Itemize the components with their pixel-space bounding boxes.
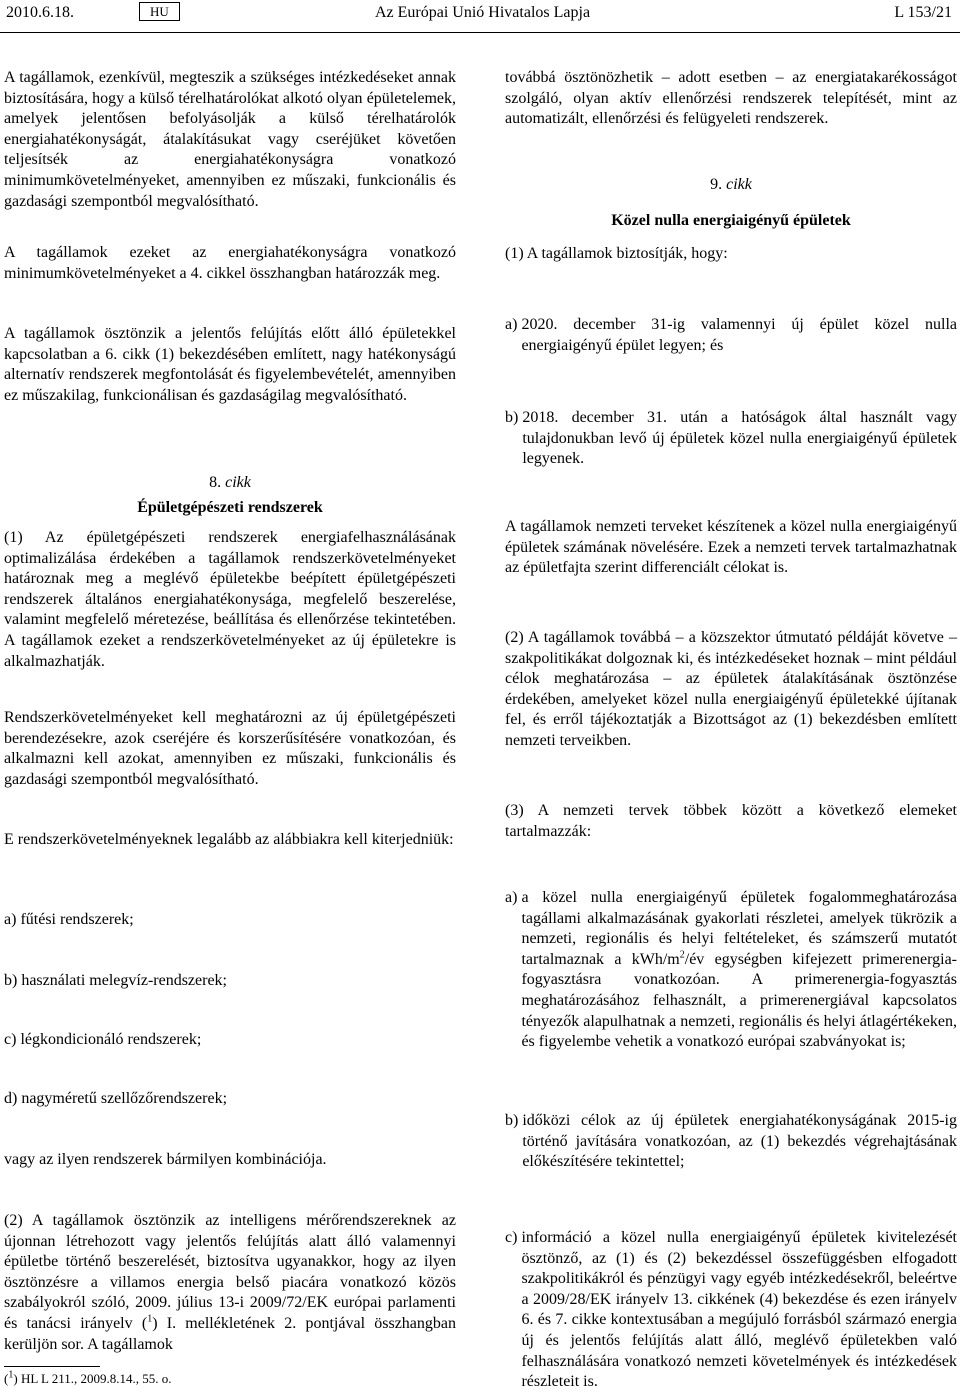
list-item — [505, 315, 957, 356]
footnote-paren: ) — [13, 1371, 18, 1386]
paragraph — [4, 243, 456, 284]
list-text-part: /év egységben kifejezett primerenergia-fogyasztásra vonatkozóan. A primerenergia-fogyasztás meghatározásához felhasznált, a primerenergiával kapcsolatos tényezők alapulhatnak a nemzeti, regionális és helyi átlagértékeken, és figyelembe vehetik a vonatkozó európai szabványokat is; — [521, 950, 957, 1051]
list-text: 2018. december 31. után a hatóságok által használt vagy tulajdonukban levő új épületek közel nulla energiaigényű épületek legyenek. — [522, 409, 957, 468]
list-item — [505, 1111, 957, 1173]
paragraph-text: Rendszerkövetelményeket kell meghatározni az új épületgépészeti berendezésekre, azok cseréjére és korszerűsítésére vonatkozóan, és alkalmazni kell azokat, amennyiben ez műszaki, funkcionális és gazdasági szempontból megvalósítható. — [4, 709, 456, 788]
list-label: d) — [4, 1090, 18, 1107]
list-label: a) — [4, 911, 17, 928]
paragraph-text: (3) A nemzeti tervek többek között a következő elemeket tartalmazzák: — [505, 802, 957, 840]
footnote-text: HL L 211., 2009.8.14., 55. o. — [17, 1371, 172, 1386]
article-number — [505, 175, 957, 196]
paragraph — [4, 68, 456, 212]
paragraph — [505, 628, 957, 752]
list-text: nagyméretű szellőzőrendszerek; — [21, 1090, 228, 1107]
list-label: b) — [505, 409, 519, 426]
paragraph-text — [4, 1211, 456, 1355]
article-word: cikk — [726, 176, 752, 193]
list-label: b) — [505, 1112, 519, 1129]
list-item — [4, 1089, 456, 1110]
paragraph — [4, 324, 456, 406]
paragraph-text: (2) A tagállamok továbbá – a közszektor útmutató példáját követve – szakpolitikákat dolgoznak ki, és intézkedéseket hoznak – mint például célok meghatározása – az épületek átalakításának ösztönzése érdekében, amelyeket közel nulla energiaigényű épületekké újítanak fel, és erről tájékoztatják a Bizottságot az (1) bekezdésben említett nemzeti terveikben. — [505, 629, 957, 749]
article-number-value: 9. — [710, 176, 723, 193]
list-text — [521, 888, 957, 1053]
footnote-ref[interactable]: 1 — [147, 1313, 153, 1325]
list-item — [4, 971, 456, 992]
superscript: 2 — [679, 949, 685, 961]
journal-title: Az Európai Unió Hivatalos Lapja — [375, 4, 591, 21]
list-item — [505, 1228, 957, 1393]
publication-date: 2010.6.18. — [6, 4, 74, 21]
list-text: időközi célok az új épületek energiahatékonyságának 2015-ig történő javítására vonatkozóan, az (1) bekezdés végrehajtásának előkészítésére tekintettel; — [522, 1112, 957, 1171]
language-badge: HU — [139, 2, 180, 21]
list-label: c) — [505, 1229, 518, 1246]
article-title: Épületgépészeti rendszerek — [137, 499, 323, 516]
list-text: fűtési rendszerek; — [20, 911, 134, 928]
article-number — [4, 473, 456, 494]
paragraph-text: A tagállamok ezeket az energiahatékonyságra vonatkozó minimumkövetelményeket a 4. cikkel összhangban határozzák meg. — [4, 244, 456, 282]
paragraph-text: vagy az ilyen rendszerek bármilyen kombinációja. — [4, 1151, 327, 1168]
paragraph — [505, 244, 957, 265]
paragraph — [505, 68, 957, 130]
paragraph-text: A tagállamok nemzeti terveket készítenek a közel nulla energiaigényű épületek számának növelésére. Ezek a nemzeti tervek tartalmazhatnak az épületfajta szerint differenciált célokat is. — [505, 518, 957, 577]
list-text-part: a közel nulla energiaigényű épületek fogalommeghatározása tagállami alkalmazásának gyakorlati részletei, amelyek tükrözik a nemzeti, regionális és helyi feltételeket, és számszerű mutatót tartalmaznak a kWh/m — [521, 889, 957, 968]
paragraph-text: A tagállamok ösztönzik a jelentős felújítás előtt álló épületekkel kapcsolatban a 6. cikk (1) bekezdésében említett, nagy hatékonyságú alternatív rendszerek megfontolását és figyelembevételét, amennyiben ez műszakilag, funkcionálisan és gazdaságilag megvalósítható. — [4, 325, 456, 404]
paragraph-text: E rendszerkövetelményeknek legalább az alábbiakra kell kiterjedniük: — [4, 831, 454, 848]
list-item — [4, 1030, 456, 1051]
page-header — [6, 4, 952, 24]
list-label: a) — [505, 316, 518, 333]
list-text: használati melegvíz-rendszerek; — [21, 972, 227, 989]
list-item — [505, 888, 957, 1053]
list-text: információ a közel nulla energiaigényű épületek kivitelezését ösztönző, az (1) és (2) bekezdéssel összefüggésben elfogadott szakpolitikákról és pénzügyi vagy egyéb intézkedésekről, beleértve a 2009/28/EK irányelv 13. cikkének (4) bekezdése és ezen irányelv 6. és 7. cikke kontextusában a megújuló forrásból származó energia új és jelentős felújítás alatt álló, meglévő épületekben való felhasználására vonatkozó nemzeti követelmények és intézkedések részleteit is. — [521, 1229, 957, 1391]
paragraph — [4, 708, 456, 790]
footnote-divider — [4, 1366, 100, 1367]
paragraph — [4, 1150, 456, 1171]
paragraph-part: ) I. mellékletének 2. pontjával összhangban kerüljön sor. A tagállamok — [4, 1314, 457, 1353]
list-item — [4, 910, 456, 931]
paragraph — [505, 801, 957, 842]
paragraph — [4, 830, 456, 851]
list-item — [505, 408, 957, 470]
list-label: a) — [505, 889, 518, 906]
article-title: Közel nulla energiaigényű épületek — [611, 212, 851, 229]
footnote — [4, 1371, 172, 1387]
article-word: cikk — [225, 474, 251, 491]
paragraph-text: (1) A tagállamok biztosítják, hogy: — [505, 245, 728, 262]
footnote-number: 1 — [8, 1369, 14, 1381]
footnote-paren: ( — [4, 1371, 9, 1386]
list-text: légkondicionáló rendszerek; — [20, 1031, 202, 1048]
list-label: c) — [4, 1031, 17, 1048]
list-label: b) — [4, 972, 18, 989]
article-number-value: 8. — [209, 474, 222, 491]
paragraph-text: (1) Az épületgépészeti rendszerek energiafelhasználásának optimalizálása érdekében a tagállamok rendszerkövetelményeket határoznak meg a meglévő épületekbe beépített épületgépészeti rendszerek általános energiahatékonysága, megfelelő beszerelése, valamint megfelelő méretezése, beállítása és ellenőrzése tekintetében. A tagállamok ezeket a rendszerkövetelményeket az új épületekre is alkalmazhatják. — [4, 529, 456, 670]
paragraph — [4, 1211, 456, 1355]
paragraph-text: A tagállamok, ezenkívül, megteszik a szükséges intézkedéseket annak biztosítására, hogy a külső térelhatárolókat alkotó olyan épületelemek, amelyek jelentősen befolyásolják a külső térelhatárolók energiahatékonyságát, átalakításukat vagy cseréjüket követően teljesítsék az energiahatékonyságra vonatkozó minimumkövetelményeket, amennyiben ez műszaki, funkcionális és gazdasági szempontból megvalósítható. — [4, 69, 456, 210]
paragraph — [4, 528, 456, 672]
page-number: L 153/21 — [894, 4, 952, 21]
paragraph — [505, 517, 957, 579]
list-text: 2020. december 31-ig valamennyi új épület közel nulla energiaigényű épület legyen; és — [521, 316, 957, 354]
paragraph-part: (2) A tagállamok ösztönzik az intelligens mérőrendszereknek az újonnan létrehozott vagy jelentős felújítás alatt álló valamennyi épületbe történő beszerelését, biztosítva ugyanakkor, hogy az ilyen ösztönzésre a villamos energia belső piacára vonatkozó közös szabályokról szóló, 2009. július 13-i 2009/72/EK európai parlamenti és tanácsi irányelv ( — [4, 1212, 456, 1332]
header-divider — [0, 32, 960, 33]
paragraph-text: továbbá ösztönözhetik – adott esetben – az energiatakarékosságot szolgáló, olyan aktív ellenőrzési rendszerek telepítését, mint az automatizált, ellenőrzési és felügyeleti rendszerek. — [505, 69, 957, 128]
